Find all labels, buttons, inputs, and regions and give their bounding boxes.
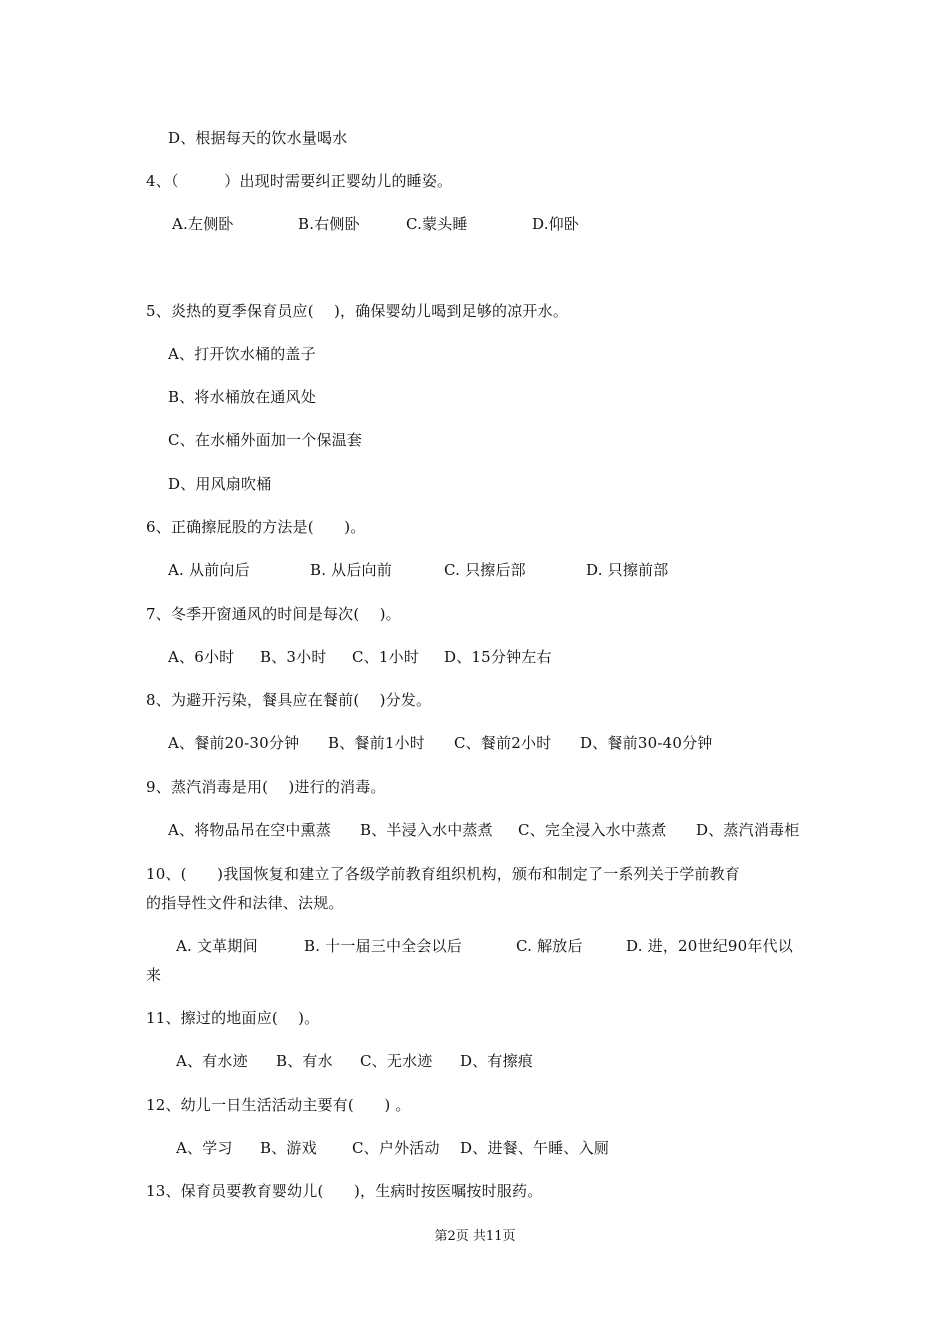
q9-option-b: B、半浸入水中蒸煮	[360, 821, 493, 839]
q8-option-b: B、餐前1小时	[328, 734, 425, 752]
q7-stem: 7、冬季开窗通风的时间是每次( )。	[146, 605, 401, 623]
q10-option-b: B. 十一届三中全会以后	[304, 937, 462, 955]
q11-option-a: A、有水迹	[176, 1052, 248, 1070]
q4-option-a: A.左侧卧	[172, 215, 234, 233]
q5-option-a: A、打开饮水桶的盖子	[168, 345, 316, 363]
q10-option-d-wrap: 来	[146, 966, 162, 984]
q11-stem: 11、擦过的地面应( )。	[146, 1009, 320, 1027]
q10-stem-line2: 的指导性文件和法律、法规。	[146, 894, 344, 912]
q10-stem-line1: 10、( )我国恢复和建立了各级学前教育组织机构，颁布和制定了一系列关于学前教育	[146, 865, 740, 883]
q11-option-b: B、有水	[276, 1052, 333, 1070]
q8-stem: 8、为避开污染，餐具应在餐前( )分发。	[146, 691, 432, 709]
q5-stem: 5、炎热的夏季保育员应( )，确保婴幼儿喝到足够的凉开水。	[146, 302, 569, 320]
q11-option-d: D、有擦痕	[460, 1052, 534, 1070]
q12-option-b: B、游戏	[260, 1139, 317, 1157]
q12-option-d: D、进餐、午睡、入厕	[460, 1139, 610, 1157]
page-footer: 第2页 共11页	[434, 1229, 516, 1244]
q9-option-d: D、蒸汽消毒柜	[696, 821, 800, 839]
q6-option-b: B. 从后向前	[310, 561, 392, 579]
q5-option-d: D、用风扇吹桶	[168, 475, 272, 493]
q7-option-b: B、3小时	[260, 648, 327, 666]
q9-option-a: A、将物品吊在空中熏蒸	[168, 821, 332, 839]
q8-option-d: D、餐前30-40分钟	[580, 734, 713, 752]
q12-option-c: C、户外活动	[352, 1139, 440, 1157]
q5-option-c: C、在水桶外面加一个保温套	[168, 431, 363, 449]
q4-option-b: B.右侧卧	[298, 215, 360, 233]
q10-option-c: C. 解放后	[516, 937, 583, 955]
q6-option-c: C. 只擦后部	[444, 561, 526, 579]
q5-option-b: B、将水桶放在通风处	[168, 388, 317, 406]
q12-stem: 12、幼儿一日生活活动主要有( ) 。	[146, 1096, 411, 1114]
q4-option-c: C.蒙头睡	[406, 215, 468, 233]
q7-option-c: C、1小时	[352, 648, 420, 666]
q7-option-d: D、15分钟左右	[444, 648, 552, 666]
q6-stem: 6、正确擦屁股的方法是( )。	[146, 518, 366, 536]
q12-option-a: A、学习	[176, 1139, 233, 1157]
q13-stem: 13、保育员要教育婴幼儿( )，生病时按医嘱按时服药。	[146, 1182, 543, 1200]
q10-option-d: D. 进，20世纪90年代以	[626, 937, 794, 955]
q6-option-d: D. 只擦前部	[586, 561, 669, 579]
q4-option-d: D.仰卧	[532, 215, 580, 233]
q6-option-a: A. 从前向后	[168, 561, 250, 579]
q8-option-c: C、餐前2小时	[454, 734, 552, 752]
q8-option-a: A、餐前20-30分钟	[168, 734, 300, 752]
q10-option-a: A. 文革期间	[176, 937, 258, 955]
q9-option-c: C、完全浸入水中蒸煮	[518, 821, 667, 839]
q11-option-c: C、无水迹	[360, 1052, 433, 1070]
q4-stem: 4、（ ）出现时需要纠正婴幼儿的睡姿。	[146, 172, 453, 190]
q9-stem: 9、蒸汽消毒是用( )进行的消毒。	[146, 778, 386, 796]
q7-option-a: A、6小时	[168, 648, 235, 666]
q3-option-d: D、根据每天的饮水量喝水	[168, 129, 348, 147]
